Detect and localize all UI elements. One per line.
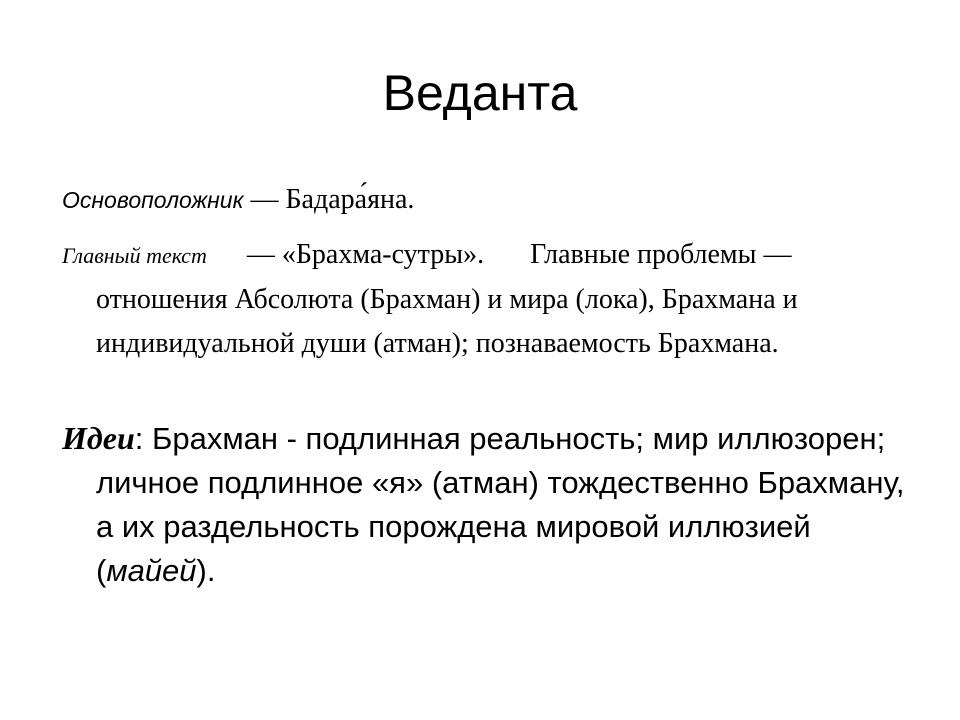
main-text-continuation: Главные проблемы — отношения Абсолюта (Брахман) и мира (лока), Брахмана и индивидуальной души (атман); познаваемость Брахмана. xyxy=(96,239,798,359)
founder-paragraph xyxy=(62,180,892,220)
ideas-paragraph xyxy=(62,416,926,593)
ideas-text: Брахман - подлинная реальность; мир иллюзорен; личное подлинное «я» (атман) тождественно Брахману, а их раздельность порождена мировой иллюзией ( xyxy=(96,421,905,588)
main-text-paragraph xyxy=(62,233,926,366)
main-text-label: Главный текст xyxy=(62,243,207,268)
ideas-emphasis: майей xyxy=(106,553,197,588)
main-text-separator: — xyxy=(246,239,282,270)
ideas-colon: : xyxy=(134,421,152,456)
ideas-label: Идеи xyxy=(62,420,135,456)
founder-separator: — xyxy=(243,184,286,215)
slide-title: Веданта xyxy=(382,65,578,121)
ideas-tail: ). xyxy=(196,553,216,588)
founder-label: Основоположник xyxy=(62,187,244,213)
main-text-value: «Брахма-сутры». xyxy=(281,239,485,270)
founder-value: Бадара́яна. xyxy=(285,184,415,215)
